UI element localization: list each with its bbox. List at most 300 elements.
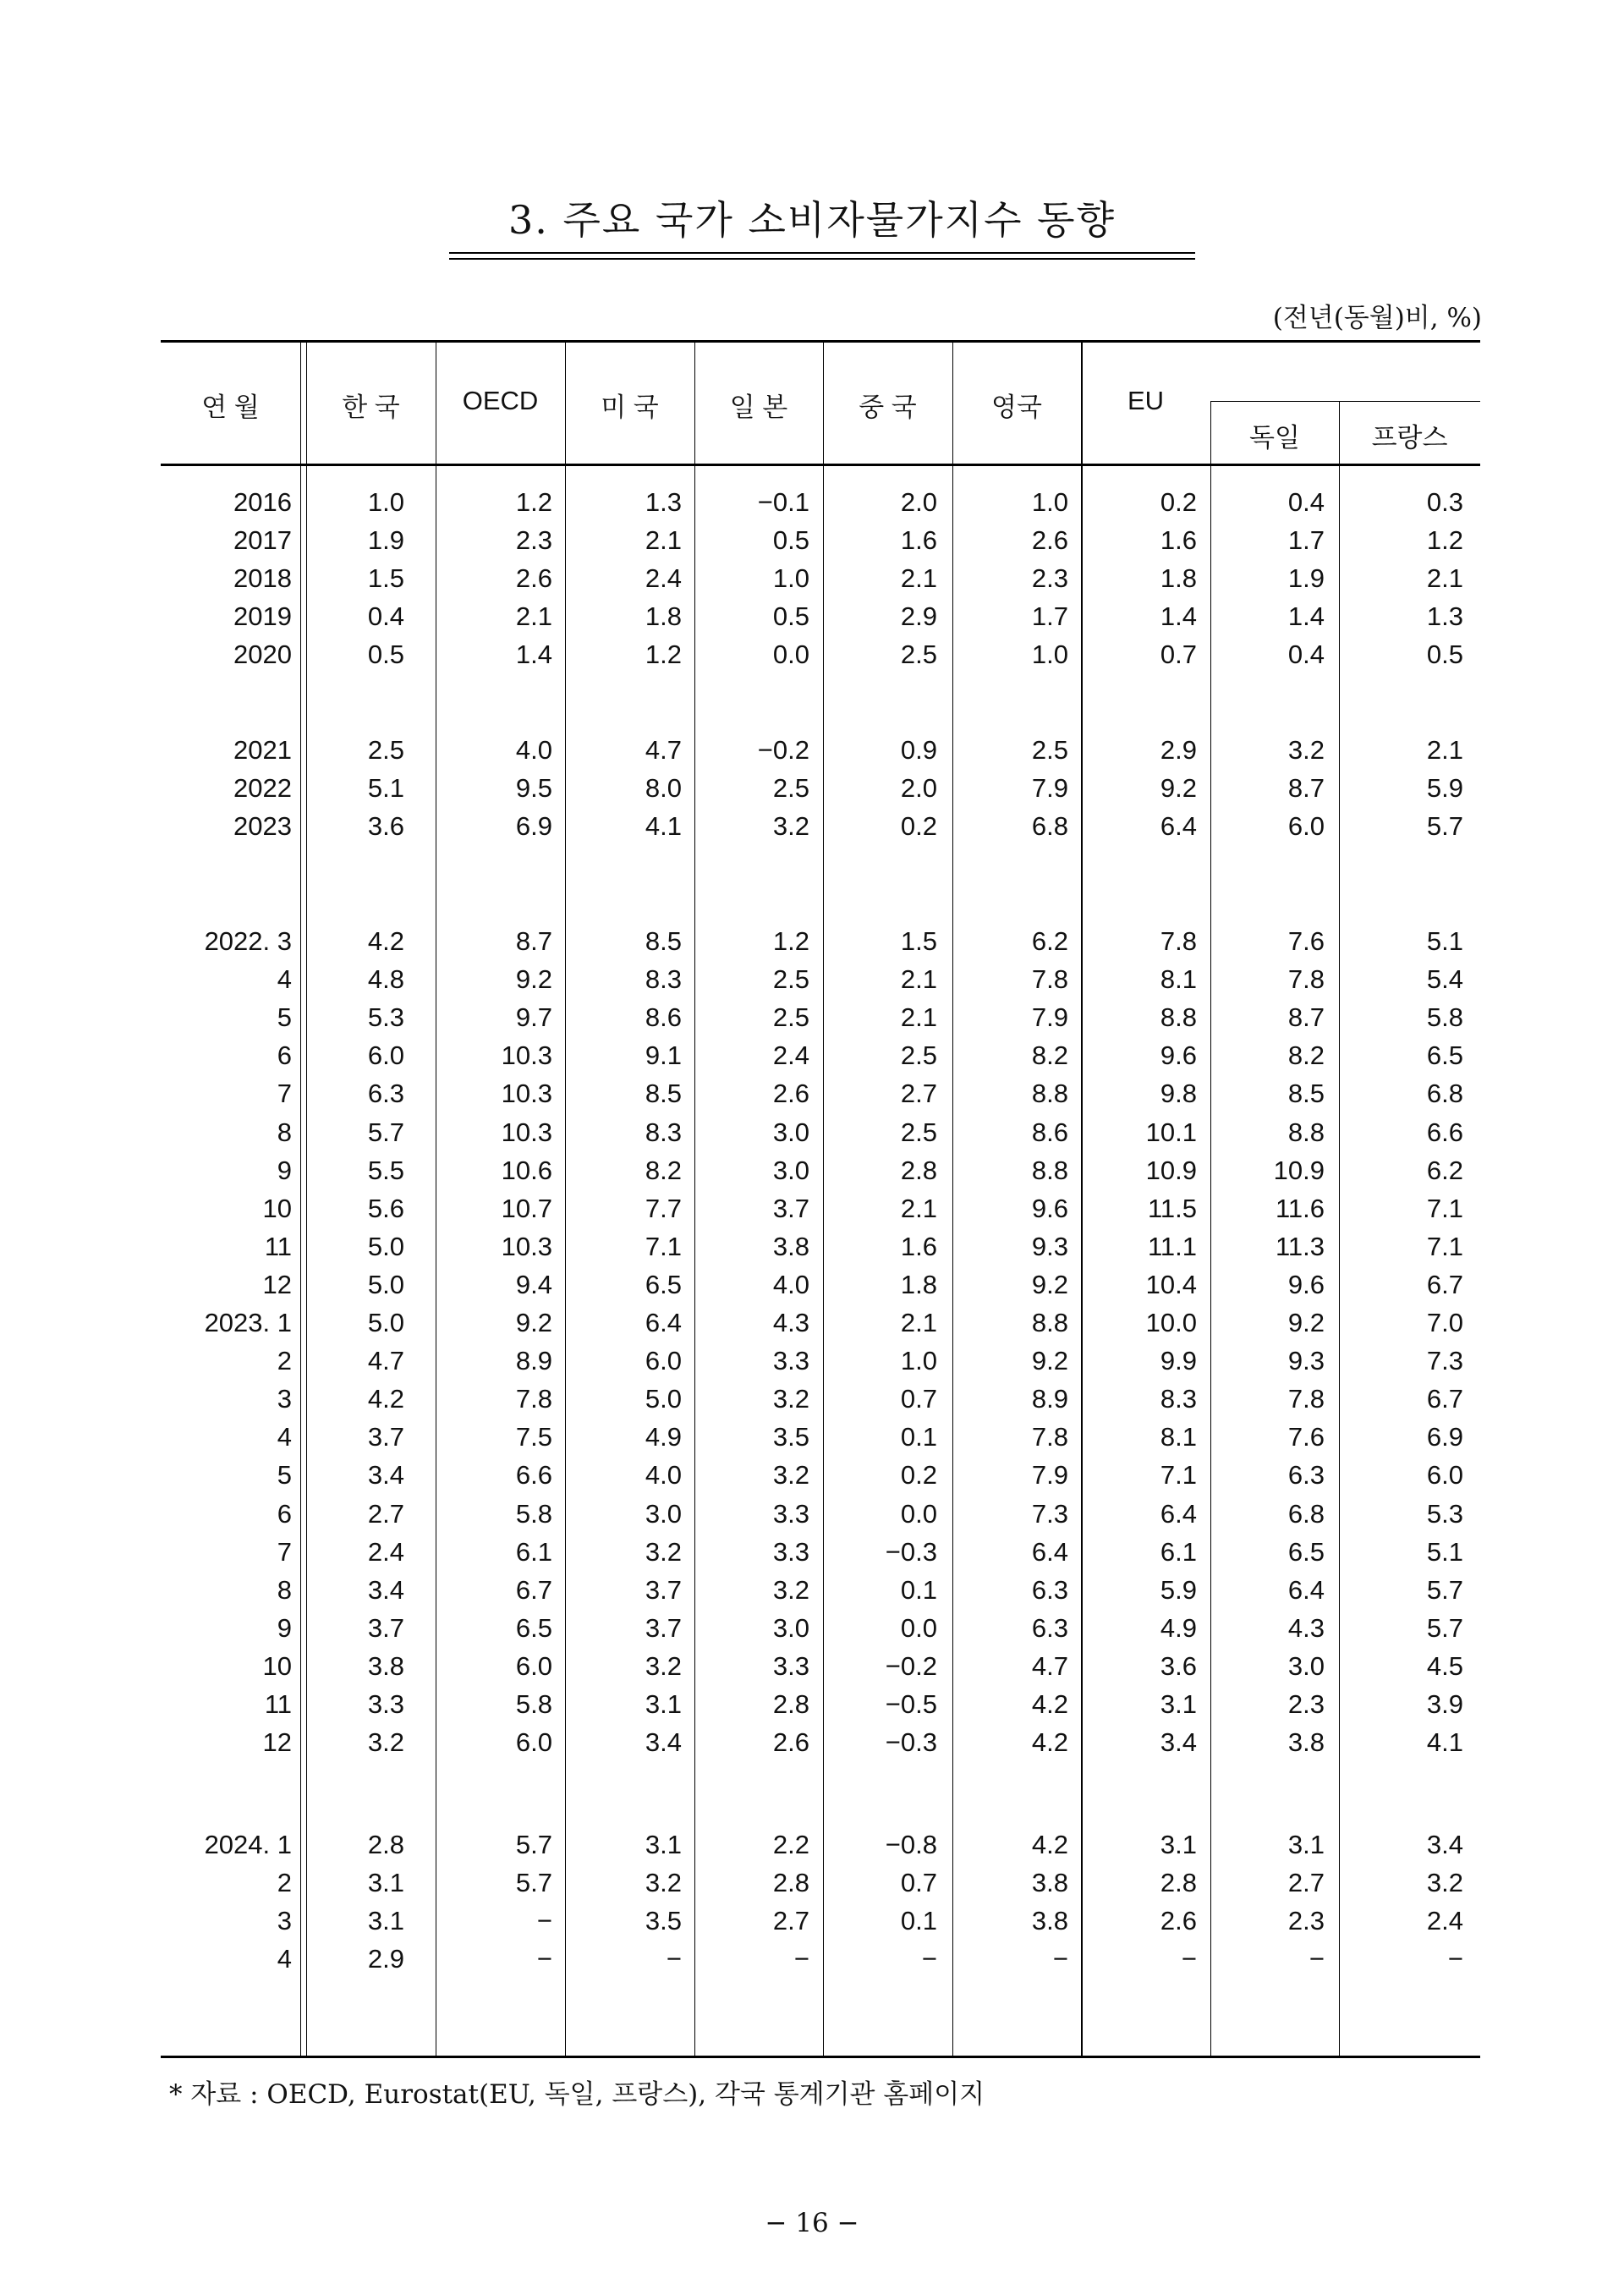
table-cell: − [536, 1944, 552, 1974]
table-cell: 2.1 [900, 1193, 937, 1223]
table-cell: 3.3 [772, 1536, 809, 1567]
table-cell: 3.7 [645, 1574, 682, 1605]
header-eu: EU [1127, 386, 1165, 415]
table-cell: 2.5 [1031, 735, 1068, 765]
row-label: 6 [277, 1498, 292, 1529]
table-row [0, 1902, 1624, 1940]
header-period: 연 월 [201, 393, 260, 422]
table-cell: 7.1 [1160, 1460, 1197, 1491]
table-cell: 0.1 [900, 1906, 937, 1936]
header-korea: 한 국 [342, 393, 400, 422]
table-cell: 1.0 [772, 563, 809, 594]
table-row [0, 731, 1624, 769]
table-cell: 5.0 [367, 1308, 404, 1337]
table-cell: 8.9 [1031, 1384, 1068, 1414]
table-cell: 9.2 [515, 1308, 552, 1337]
table-cell: 3.1 [367, 1868, 404, 1898]
table-cell: 0.4 [367, 601, 404, 632]
table-cell: 0.7 [900, 1868, 937, 1898]
table-cell: 11.6 [1275, 1193, 1325, 1223]
table-cell: 10.4 [1145, 1269, 1197, 1299]
row-label: 2 [277, 1868, 292, 1898]
table-cell: 3.7 [645, 1612, 682, 1643]
table-cell: − [1052, 1944, 1068, 1974]
table-cell: 1.0 [1031, 640, 1068, 670]
table-cell: 5.3 [1426, 1498, 1463, 1529]
table-cell: 6.3 [367, 1079, 404, 1109]
table-cell: 3.8 [1287, 1727, 1325, 1758]
table-cell: 2.3 [515, 525, 552, 556]
row-label: 2023. 1 [204, 1308, 292, 1337]
table-cell: 2.1 [900, 964, 937, 995]
table-cell: 6.8 [1426, 1079, 1463, 1109]
table-cell: −0.2 [885, 1650, 937, 1681]
table-cell: 1.0 [1031, 487, 1068, 517]
table-row [0, 1723, 1624, 1761]
table-cell: 7.8 [1031, 964, 1068, 995]
table-cell: 5.7 [367, 1117, 404, 1147]
table-cell: 2.8 [367, 1830, 404, 1859]
table-cell: 11.1 [1147, 1231, 1197, 1261]
table-cell: 3.2 [367, 1727, 404, 1758]
table-cell: 2.2 [772, 1830, 809, 1859]
row-label: 4 [277, 1944, 292, 1974]
table-cell: 2.1 [645, 525, 682, 556]
table-cell: 9.6 [1287, 1269, 1325, 1299]
table-cell: 3.2 [1426, 1868, 1463, 1898]
table-cell: 4.1 [1426, 1727, 1463, 1758]
table-cell: 0.1 [900, 1574, 937, 1605]
table-cell: 9.3 [1287, 1346, 1325, 1376]
table-cell: 3.2 [645, 1536, 682, 1567]
table-cell: 1.3 [1426, 601, 1463, 632]
table-cell: 8.2 [1287, 1040, 1325, 1071]
table-cell: 6.8 [1287, 1498, 1325, 1529]
table-cell: 3.1 [645, 1689, 682, 1719]
table-cell: 3.2 [645, 1868, 682, 1898]
table-cell: 3.5 [645, 1906, 682, 1936]
table-top-rule [161, 340, 1480, 343]
table-cell: 4.2 [367, 926, 404, 956]
table-cell: 5.1 [1426, 926, 1463, 956]
table-row [0, 1609, 1624, 1647]
table-cell: 6.5 [645, 1269, 682, 1299]
table-cell: 3.9 [1426, 1689, 1463, 1719]
header-bottom-rule [161, 464, 1480, 466]
table-cell: 2.0 [900, 487, 937, 517]
table-cell: 10.3 [501, 1079, 552, 1109]
row-label: 5 [277, 1002, 292, 1033]
table-cell: 2.9 [367, 1944, 404, 1974]
table-cell: 0.0 [900, 1612, 937, 1643]
table-cell: 8.1 [1160, 964, 1197, 995]
table-cell: 2.0 [900, 773, 937, 804]
table-cell: 8.3 [645, 964, 682, 995]
table-cell: 1.4 [1287, 601, 1325, 632]
table-cell: 8.7 [1287, 773, 1325, 804]
table-cell: 4.0 [515, 735, 552, 765]
table-cell: 10.0 [1145, 1308, 1197, 1337]
table-cell: 1.6 [900, 525, 937, 556]
table-row [0, 1826, 1624, 1864]
unit-label: (전년(동월)비, %) [1272, 303, 1482, 333]
table-cell: 10.9 [1273, 1155, 1325, 1185]
table-cell: 0.5 [367, 640, 404, 670]
table-cell: 2.1 [900, 1002, 937, 1033]
table-cell: 6.2 [1426, 1155, 1463, 1185]
table-cell: 5.0 [367, 1231, 404, 1261]
table-cell: 5.1 [1426, 1536, 1463, 1567]
table-cell: 1.6 [1160, 525, 1197, 556]
table-cell: 3.7 [367, 1422, 404, 1452]
table-cell: 3.8 [1031, 1906, 1068, 1936]
table-cell: 8.8 [1031, 1079, 1068, 1109]
table-cell: 6.4 [1031, 1536, 1068, 1567]
page-title: 3. 주요 국가 소비자물가지수 동향 [508, 197, 1116, 243]
table-row [0, 960, 1624, 998]
row-label: 11 [264, 1231, 292, 1261]
table-cell: 8.2 [645, 1155, 682, 1185]
table-cell: 9.6 [1031, 1193, 1068, 1223]
table-cell: 7.8 [1287, 964, 1325, 995]
table-cell: 3.3 [772, 1346, 809, 1376]
table-cell: 7.9 [1031, 1002, 1068, 1033]
table-cell: 1.8 [645, 601, 682, 632]
table-cell: 5.8 [515, 1689, 552, 1719]
table-cell: 6.6 [515, 1460, 552, 1491]
table-cell: 4.2 [367, 1384, 404, 1414]
row-label: 10 [262, 1193, 292, 1223]
table-row [0, 1151, 1624, 1189]
table-cell: 1.4 [515, 640, 552, 670]
table-cell: 5.9 [1160, 1574, 1197, 1605]
table-cell: 6.1 [1160, 1536, 1197, 1567]
table-cell: 2.3 [1031, 563, 1068, 594]
table-cell: 1.2 [772, 926, 809, 956]
table-cell: 8.2 [1031, 1040, 1068, 1071]
table-cell: 3.4 [645, 1727, 682, 1758]
table-cell: 3.1 [1287, 1830, 1325, 1859]
row-label: 2019 [233, 601, 292, 632]
table-cell: 2.5 [900, 1040, 937, 1071]
row-label: 7 [277, 1079, 292, 1109]
table-cell: 7.8 [1160, 926, 1197, 956]
eu-subheader-rule [1210, 401, 1480, 402]
table-cell: 6.5 [1426, 1040, 1463, 1071]
table-cell: 5.4 [1426, 964, 1463, 995]
table-cell: 8.6 [645, 1002, 682, 1033]
table-cell: 2.1 [1426, 735, 1463, 765]
table-cell: 0.9 [900, 735, 937, 765]
table-cell: 6.9 [515, 811, 552, 842]
table-cell: 3.6 [367, 811, 404, 842]
row-label: 4 [277, 1422, 292, 1452]
table-cell: 1.2 [645, 640, 682, 670]
table-cell: 2.7 [772, 1906, 809, 1936]
table-cell: 2.4 [645, 563, 682, 594]
row-label: 7 [277, 1536, 292, 1567]
table-cell: 4.7 [1031, 1650, 1068, 1681]
table-cell: − [1181, 1944, 1197, 1974]
header-oecd: OECD [462, 386, 539, 415]
row-label: 6 [277, 1040, 292, 1071]
table-cell: 3.2 [772, 1460, 809, 1491]
title-underline [449, 252, 1195, 254]
table-cell: 6.5 [1287, 1536, 1325, 1567]
row-label: 2018 [233, 563, 292, 594]
table-cell: 2.5 [772, 1002, 809, 1033]
table-cell: 1.6 [900, 1231, 937, 1261]
table-cell: 6.4 [1160, 1498, 1197, 1529]
table-cell: 3.0 [772, 1117, 809, 1147]
table-cell: 6.4 [1287, 1574, 1325, 1605]
table-cell: 0.2 [1160, 487, 1197, 517]
table-cell: 2.8 [900, 1155, 937, 1185]
table-cell: 3.0 [645, 1498, 682, 1529]
table-cell: 2.5 [367, 735, 404, 765]
row-label: 8 [277, 1117, 292, 1147]
table-cell: 2.1 [1426, 563, 1463, 594]
table-cell: 6.0 [515, 1650, 552, 1681]
table-cell: 8.8 [1031, 1308, 1068, 1337]
table-cell: 5.5 [367, 1155, 404, 1185]
header-france: 프랑스 [1371, 423, 1448, 453]
table-cell: 1.5 [367, 563, 404, 594]
table-cell: 7.8 [1287, 1384, 1325, 1414]
table-row [0, 1864, 1624, 1902]
row-label: 12 [262, 1269, 292, 1299]
table-cell: 2.8 [772, 1868, 809, 1898]
row-label: 2024. 1 [204, 1830, 292, 1859]
table-cell: 0.7 [1160, 640, 1197, 670]
table-cell: 2.6 [515, 563, 552, 594]
table-cell: 0.2 [900, 1460, 937, 1491]
row-label: 8 [277, 1574, 292, 1605]
table-cell: 6.8 [1031, 811, 1068, 842]
row-label: 2016 [233, 487, 292, 517]
table-cell: 7.9 [1031, 773, 1068, 804]
table-cell: 3.2 [772, 1384, 809, 1414]
table-cell: 8.6 [1031, 1117, 1068, 1147]
table-cell: 1.3 [645, 487, 682, 517]
table-cell: 3.1 [1160, 1830, 1197, 1859]
table-row [0, 1685, 1624, 1723]
table-cell: 4.2 [1031, 1830, 1068, 1859]
table-cell: 3.3 [367, 1689, 404, 1719]
table-cell: 8.3 [1160, 1384, 1197, 1414]
table-cell: 2.9 [900, 601, 937, 632]
table-cell: 8.7 [515, 926, 552, 956]
table-cell: 3.6 [1160, 1650, 1197, 1681]
table-cell: 3.3 [772, 1498, 809, 1529]
table-cell: 5.1 [367, 773, 404, 804]
table-cell: 9.9 [1160, 1346, 1197, 1376]
row-label: 2022. 3 [204, 926, 292, 956]
table-cell: 8.1 [1160, 1422, 1197, 1452]
table-cell: 7.3 [1031, 1498, 1068, 1529]
table-cell: 3.0 [772, 1155, 809, 1185]
table-row [0, 1342, 1624, 1380]
table-row [0, 1189, 1624, 1227]
table-cell: 4.0 [645, 1460, 682, 1491]
table-cell: 8.9 [515, 1346, 552, 1376]
table-cell: 1.8 [900, 1269, 937, 1299]
table-cell: 6.7 [515, 1574, 552, 1605]
table-cell: 6.7 [1426, 1269, 1463, 1299]
table-cell: 5.7 [1426, 1574, 1463, 1605]
table-cell: 3.2 [645, 1650, 682, 1681]
table-cell: 1.5 [900, 926, 937, 956]
table-row [0, 1533, 1624, 1571]
header-usa: 미 국 [601, 393, 659, 422]
table-row [0, 1495, 1624, 1533]
table-cell: 6.0 [367, 1040, 404, 1071]
title-underline-second [449, 258, 1195, 260]
table-row [0, 1647, 1624, 1685]
table-cell: 4.9 [645, 1422, 682, 1452]
table-cell: 3.0 [772, 1612, 809, 1643]
table-row [0, 1456, 1624, 1494]
table-row [0, 635, 1624, 673]
table-cell: 7.8 [515, 1384, 552, 1414]
table-cell: 9.7 [515, 1002, 552, 1033]
table-row [0, 521, 1624, 559]
table-cell: 9.2 [1287, 1308, 1325, 1337]
table-cell: 9.2 [1031, 1269, 1068, 1299]
table-cell: 10.1 [1145, 1117, 1197, 1147]
table-cell: 6.4 [1160, 811, 1197, 842]
header-uk: 영국 [991, 393, 1042, 422]
table-cell: 0.5 [772, 601, 809, 632]
table-cell: 8.8 [1287, 1117, 1325, 1147]
table-cell: 1.4 [1160, 601, 1197, 632]
table-cell: 2.6 [772, 1079, 809, 1109]
table-cell: − [1447, 1944, 1463, 1974]
table-cell: 1.7 [1287, 525, 1325, 556]
table-cell: 2.8 [772, 1689, 809, 1719]
table-row [0, 1074, 1624, 1112]
table-cell: 2.3 [1287, 1906, 1325, 1936]
table-cell: 3.1 [645, 1830, 682, 1859]
table-cell: 11.5 [1147, 1193, 1197, 1223]
header-japan: 일 본 [729, 393, 788, 422]
table-cell: −0.3 [885, 1727, 937, 1758]
source-note: * 자료 : OECD, Eurostat(EU, 독일, 프랑스), 각국 통계기관 홈페이지 [169, 2079, 985, 2110]
table-cell: −0.2 [757, 735, 809, 765]
table-cell: 7.1 [1426, 1193, 1463, 1223]
table-row [0, 998, 1624, 1036]
table-cell: 2.8 [1160, 1868, 1197, 1898]
table-cell: 9.3 [1031, 1231, 1068, 1261]
table-cell: 6.3 [1031, 1612, 1068, 1643]
table-cell: 0.0 [900, 1498, 937, 1529]
table-cell: 3.1 [1160, 1689, 1197, 1719]
table-cell: 2.4 [367, 1536, 404, 1567]
table-cell: 4.1 [645, 811, 682, 842]
row-label: 11 [264, 1689, 292, 1719]
table-cell: 1.7 [1031, 601, 1068, 632]
table-cell: 5.8 [1426, 1002, 1463, 1033]
table-cell: 4.5 [1426, 1650, 1463, 1681]
table-cell: 8.7 [1287, 1002, 1325, 1033]
table-cell: 10.3 [501, 1117, 552, 1147]
table-cell: − [1309, 1944, 1325, 1974]
table-cell: 1.0 [900, 1346, 937, 1376]
table-cell: 2.1 [900, 1308, 937, 1337]
table-cell: 1.8 [1160, 563, 1197, 594]
table-cell: 7.5 [515, 1422, 552, 1452]
table-cell: 5.7 [1426, 1612, 1463, 1643]
table-cell: 9.4 [515, 1269, 552, 1299]
table-cell: 6.1 [515, 1536, 552, 1567]
table-cell: 10.3 [501, 1040, 552, 1071]
table-cell: 6.0 [645, 1346, 682, 1376]
table-cell: 3.7 [367, 1612, 404, 1643]
row-label: 2 [277, 1346, 292, 1376]
table-cell: 2.1 [515, 601, 552, 632]
table-cell: 3.7 [772, 1193, 809, 1223]
table-row [0, 1113, 1624, 1151]
table-cell: 5.0 [645, 1384, 682, 1414]
table-cell: 8.5 [645, 926, 682, 956]
table-cell: 0.7 [900, 1384, 937, 1414]
table-cell: 1.9 [367, 525, 404, 556]
table-cell: 4.9 [1160, 1612, 1197, 1643]
table-cell: 4.3 [1287, 1612, 1325, 1643]
table-cell: 7.8 [1031, 1422, 1068, 1452]
table-row [0, 597, 1624, 635]
table-row [0, 1940, 1624, 1978]
table-cell: 5.0 [367, 1269, 404, 1299]
table-cell: 7.6 [1287, 1422, 1325, 1452]
table-cell: 3.5 [772, 1422, 809, 1452]
row-label: 2021 [233, 735, 292, 765]
table-cell: 3.4 [1160, 1727, 1197, 1758]
table-cell: 3.0 [1287, 1650, 1325, 1681]
row-label: 4 [277, 964, 292, 995]
table-cell: 6.6 [1426, 1117, 1463, 1147]
table-row [0, 1227, 1624, 1266]
table-cell: − [921, 1944, 937, 1974]
table-cell: 3.4 [1426, 1830, 1463, 1859]
table-cell: 7.3 [1426, 1346, 1463, 1376]
table-cell: 9.6 [1160, 1040, 1197, 1071]
table-cell: 5.8 [515, 1498, 552, 1529]
table-cell: 0.4 [1287, 640, 1325, 670]
header-china: 중 국 [859, 393, 917, 422]
table-cell: 9.5 [515, 773, 552, 804]
table-cell: 2.7 [1287, 1868, 1325, 1898]
table-cell: 8.5 [1287, 1079, 1325, 1109]
table-cell: 3.4 [367, 1460, 404, 1491]
table-cell: 2.6 [772, 1727, 809, 1758]
table-cell: −0.5 [885, 1689, 937, 1719]
table-cell: 5.3 [367, 1002, 404, 1033]
table-cell: 2.5 [772, 773, 809, 804]
table-cell: 3.8 [772, 1231, 809, 1261]
table-cell: 5.7 [1426, 811, 1463, 842]
table-cell: 2.3 [1287, 1689, 1325, 1719]
table-row [0, 1571, 1624, 1609]
table-cell: 5.7 [515, 1830, 552, 1859]
table-cell: 2.9 [1160, 735, 1197, 765]
table-cell: 8.0 [645, 773, 682, 804]
table-cell: − [666, 1944, 682, 1974]
table-cell: 3.3 [772, 1650, 809, 1681]
table-cell: 1.0 [367, 487, 404, 517]
table-cell: 8.5 [645, 1079, 682, 1109]
table-cell: −0.1 [757, 487, 809, 517]
